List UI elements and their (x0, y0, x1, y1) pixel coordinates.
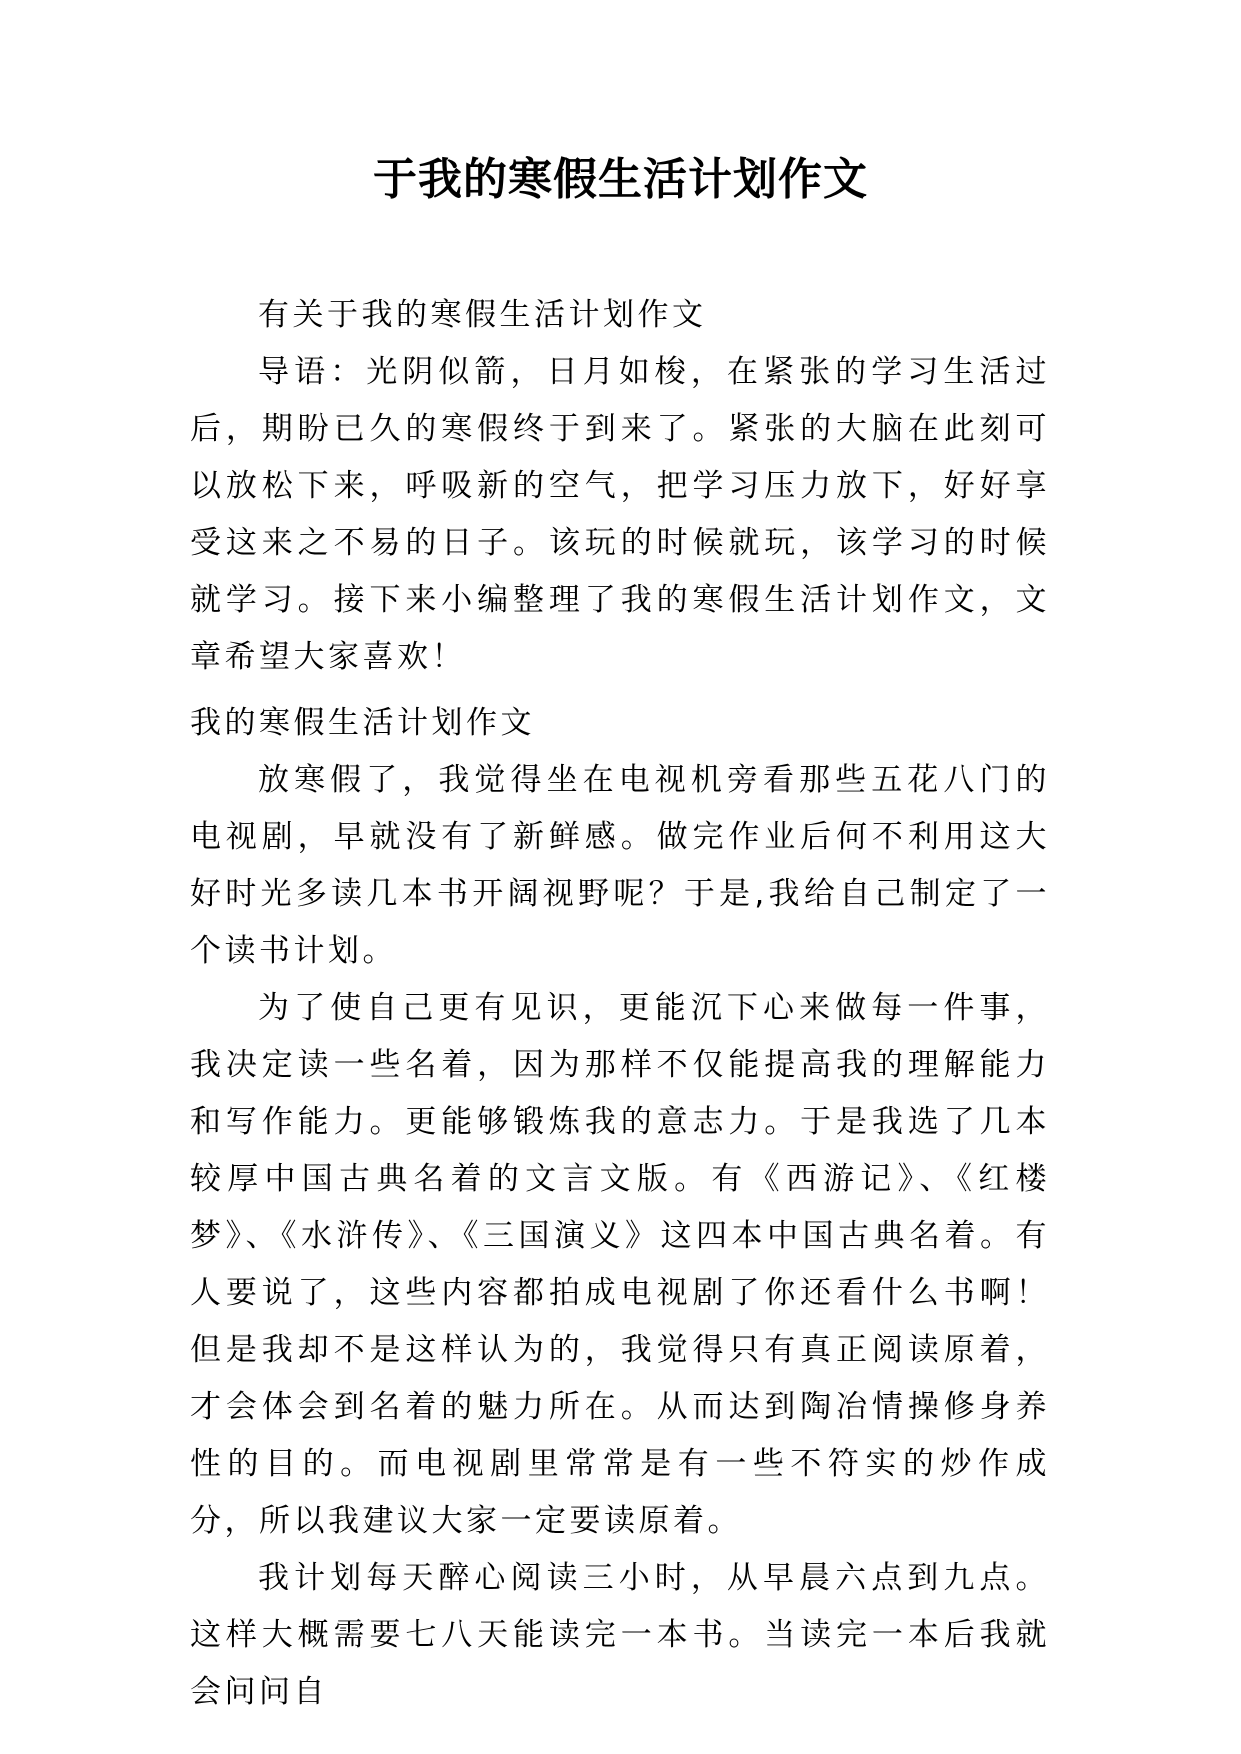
essay-paragraph-2: 为了使自己更有见识，更能沉下心来做每一件事，我决定读一些名着，因为那样不仅能提高我的理解能力和写作能力。更能够锻炼我的意志力。于是我选了几本较厚中国古典名着的文言文版。有《西游记》、《红楼梦》、《水浒传》、《三国演义》这四本中国古典名着。有人要说了，这些内容都拍成电视剧了你还看什么书啊！但是我却不是这样认为的，我觉得只有真正阅读原着，才会体会到名着的魅力所在。从而达到陶冶情操修身养性的目的。而电视剧里常常是有一些不符实的炒作成分，所以我建议大家一定要读原着。 (190, 990, 1050, 1539)
document-title: 于我的寒假生活计划作文 (373, 154, 868, 205)
essay-heading: 我的寒假生活计划作文 (190, 705, 535, 741)
intro-lead-paragraph: 导语：光阴似箭，日月如梭，在紧张的学习生活过后，期盼已久的寒假终于到来了。紧张的大脑在此刻可以放松下来，呼吸新的空气，把学习压力放下，好好享受这来之不易的日子。该玩的时候就玩，该学习的时候就学习。接下来小编整理了我的寒假生活计划作文，文章希望大家喜欢！ (190, 354, 1050, 675)
essay-section (190, 695, 1050, 1721)
intro-heading: 有关于我的寒假生活计划作文 (258, 297, 707, 333)
essay-paragraph-3: 我计划每天醉心阅读三小时，从早晨六点到九点。这样大概需要七八天能读完一本书。当读完一本后我就会问问自 (190, 1560, 1050, 1710)
essay-paragraph-1: 放寒假了，我觉得坐在电视机旁看那些五花八门的电视剧，早就没有了新鲜感。做完作业后何不利用这大好时光多读几本书开阔视野呢？于是,我给自己制定了一个读书计划。 (190, 762, 1050, 969)
intro-section (190, 287, 1050, 686)
